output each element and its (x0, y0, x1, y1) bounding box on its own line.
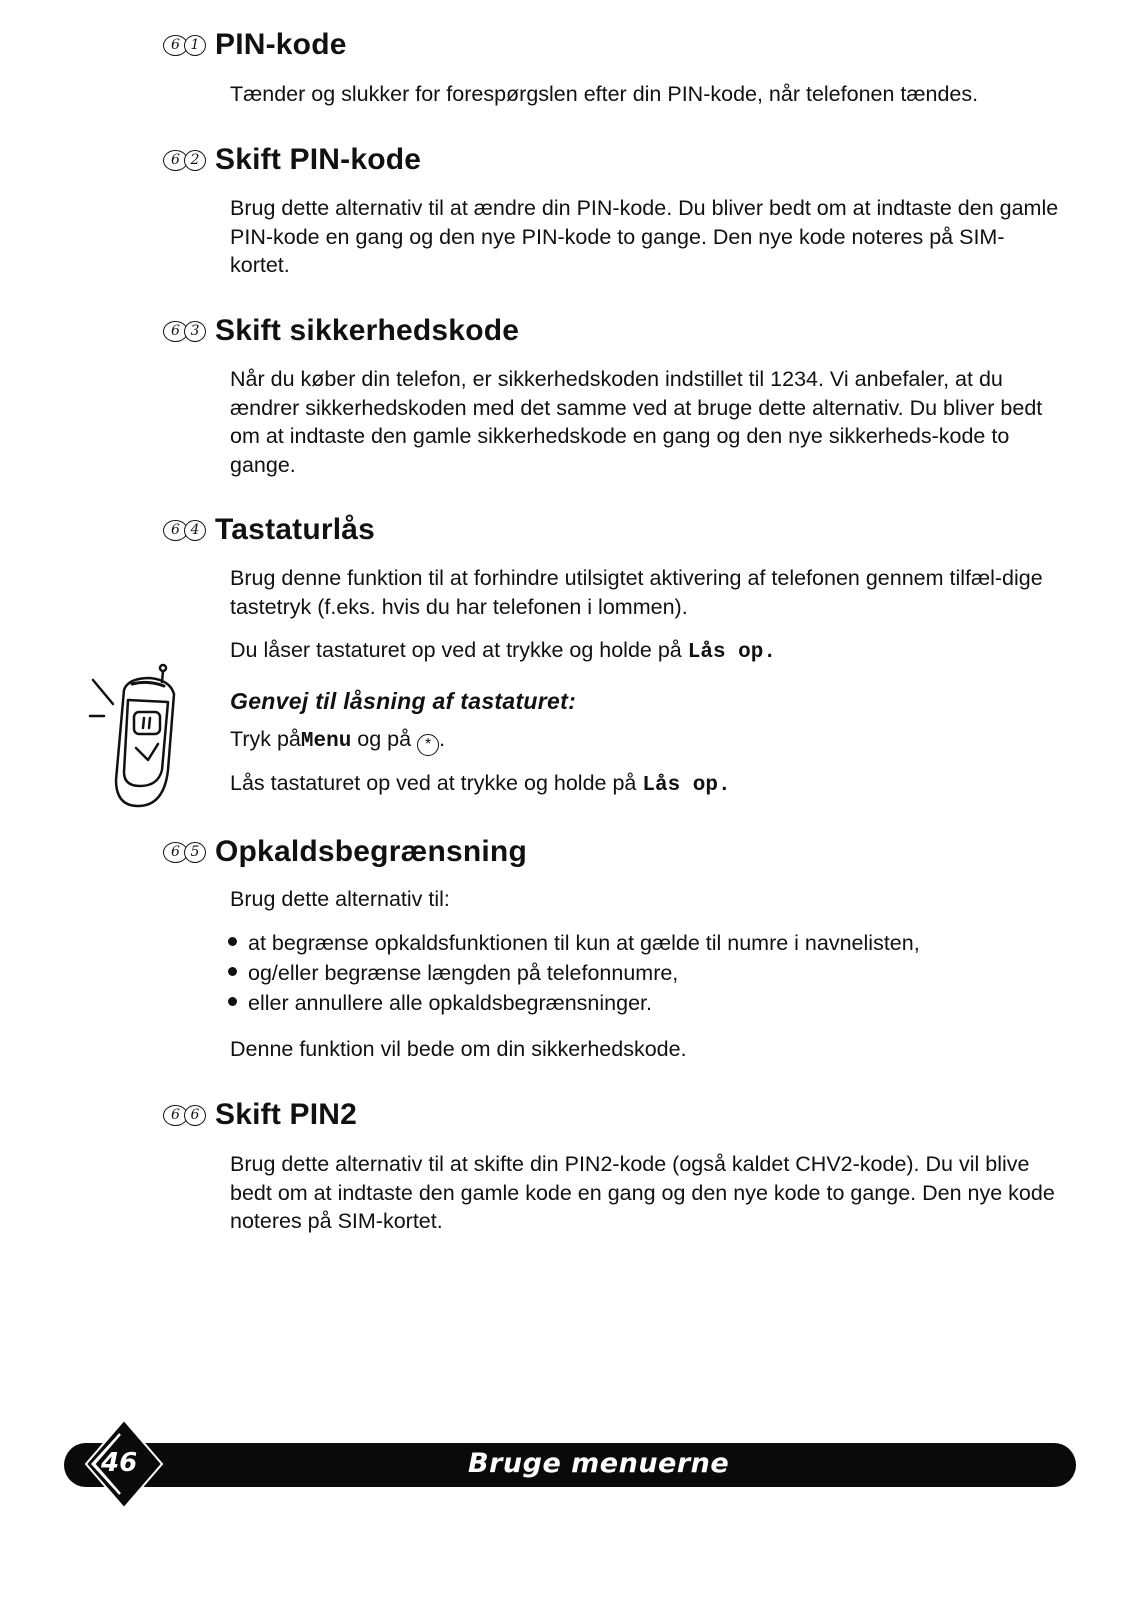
bullet-icon (228, 997, 237, 1006)
phone-illustration-icon (88, 660, 198, 810)
menu-keys (163, 1105, 202, 1126)
heading-tastaturlaas (163, 513, 375, 547)
key-icon: 1 (184, 35, 206, 56)
heading-opkaldsbegraensning (163, 835, 527, 869)
key-icon: 6 (163, 1105, 188, 1126)
section-title: Opkaldsbegrænsning (215, 835, 527, 868)
section-outro: Denne funktion vil bede om din sikkerhedskode. (230, 1037, 687, 1061)
menu-keys (163, 520, 202, 541)
key-icon: 6 (163, 321, 188, 342)
list-item (226, 988, 920, 1018)
heading-skift-pin-kode (163, 143, 421, 177)
unlock-instruction-2 (230, 769, 1070, 801)
shortcut-text: Tryk på (230, 727, 301, 751)
key-icon: 5 (184, 842, 206, 863)
menu-keys (163, 150, 202, 171)
key-icon: 3 (184, 321, 206, 342)
list-item (226, 958, 920, 988)
key-icon: 2 (184, 150, 206, 171)
heading-skift-sikkerhedskode (163, 314, 519, 348)
list-item-text: at begrænse opkaldsfunktionen til kun at gælde til numre i navnelisten, (248, 931, 920, 955)
section-title: Skift sikkerhedskode (215, 314, 520, 347)
key-icon: 4 (184, 520, 206, 541)
section-text: Når du køber din telefon, er sikkerhedskoden indstillet til 1234. Vi anbefaler, at du ændrer sikkerhedskoden med det samme ved at bruge dette alternativ. Du bliver bedt om at indtaste den gamle sikkerhedskode en gang og den nye sikkerheds-kode to gange. (230, 367, 1043, 477)
key-icon: 6 (184, 1105, 206, 1126)
chapter-title: Bruge menuerne (468, 1448, 730, 1479)
page-number: 46 (101, 1448, 138, 1478)
shortcut-instruction (230, 725, 1070, 757)
key-icon: 6 (163, 150, 188, 171)
shortcut-period: . (439, 727, 446, 751)
section-text: Brug dette alternativ til at ændre din PIN-kode. Du bliver bedt om at indtaste den gamle PIN-kode en gang og den nye PIN-kode to gange. Den nye kode noteres på SIM-kortet. (230, 196, 1059, 277)
section-title: Skift PIN2 (215, 1098, 358, 1131)
section-text: Tænder og slukker for forespørgslen efter din PIN-kode, når telefonen tændes. (230, 82, 979, 106)
section-text: Brug denne funktion til at forhindre utilsigtet aktivering af telefonen gennem tilfæl-dige tastetryk (f.eks. hvis du har telefonen i lommen). (230, 566, 1043, 619)
unlock-text: Du låser tastaturet op ved at trykke og holde på (230, 638, 682, 662)
list-item-text: og/eller begrænse længden på telefonnumre, (248, 961, 679, 985)
menu-keys (163, 35, 202, 56)
list-item-text: eller annullere alle opkaldsbegrænsninger. (248, 991, 652, 1015)
list-item (226, 928, 920, 958)
menu-key-label: Menu (300, 730, 352, 753)
section-intro: Brug dette alternativ til: (230, 887, 450, 911)
section-title: Tastaturlås (215, 513, 376, 546)
section-title: PIN-kode (215, 28, 347, 61)
bullet-list (226, 928, 920, 1018)
heading-pin-kode (163, 28, 347, 62)
unlock-key-label: Lås op. (687, 641, 776, 664)
unlock-key-label: Lås op. (642, 774, 731, 797)
bullet-icon (228, 937, 237, 946)
unlock-text: Lås tastaturet op ved at trykke og holde på (230, 771, 637, 795)
shortcut-text: og på (357, 727, 412, 751)
star-key-icon: * (417, 734, 439, 756)
section-title: Skift PIN-kode (215, 143, 422, 176)
menu-keys (163, 842, 202, 863)
key-icon: 6 (163, 842, 188, 863)
key-icon: 6 (163, 520, 188, 541)
shortcut-title: Genvej til låsning af tastaturet: (230, 688, 577, 714)
bullet-icon (228, 967, 237, 976)
section-text: Brug dette alternativ til at skifte din PIN2-kode (også kaldet CHV2-kode). Du vil blive bedt om at indtaste den gamle kode en gang og den nye kode to gange. Den nye kode noteres på SIM-kortet. (230, 1152, 1055, 1233)
menu-keys (163, 321, 202, 342)
heading-skift-pin2 (163, 1098, 357, 1132)
key-icon: 6 (163, 35, 188, 56)
unlock-instruction (230, 636, 1070, 668)
